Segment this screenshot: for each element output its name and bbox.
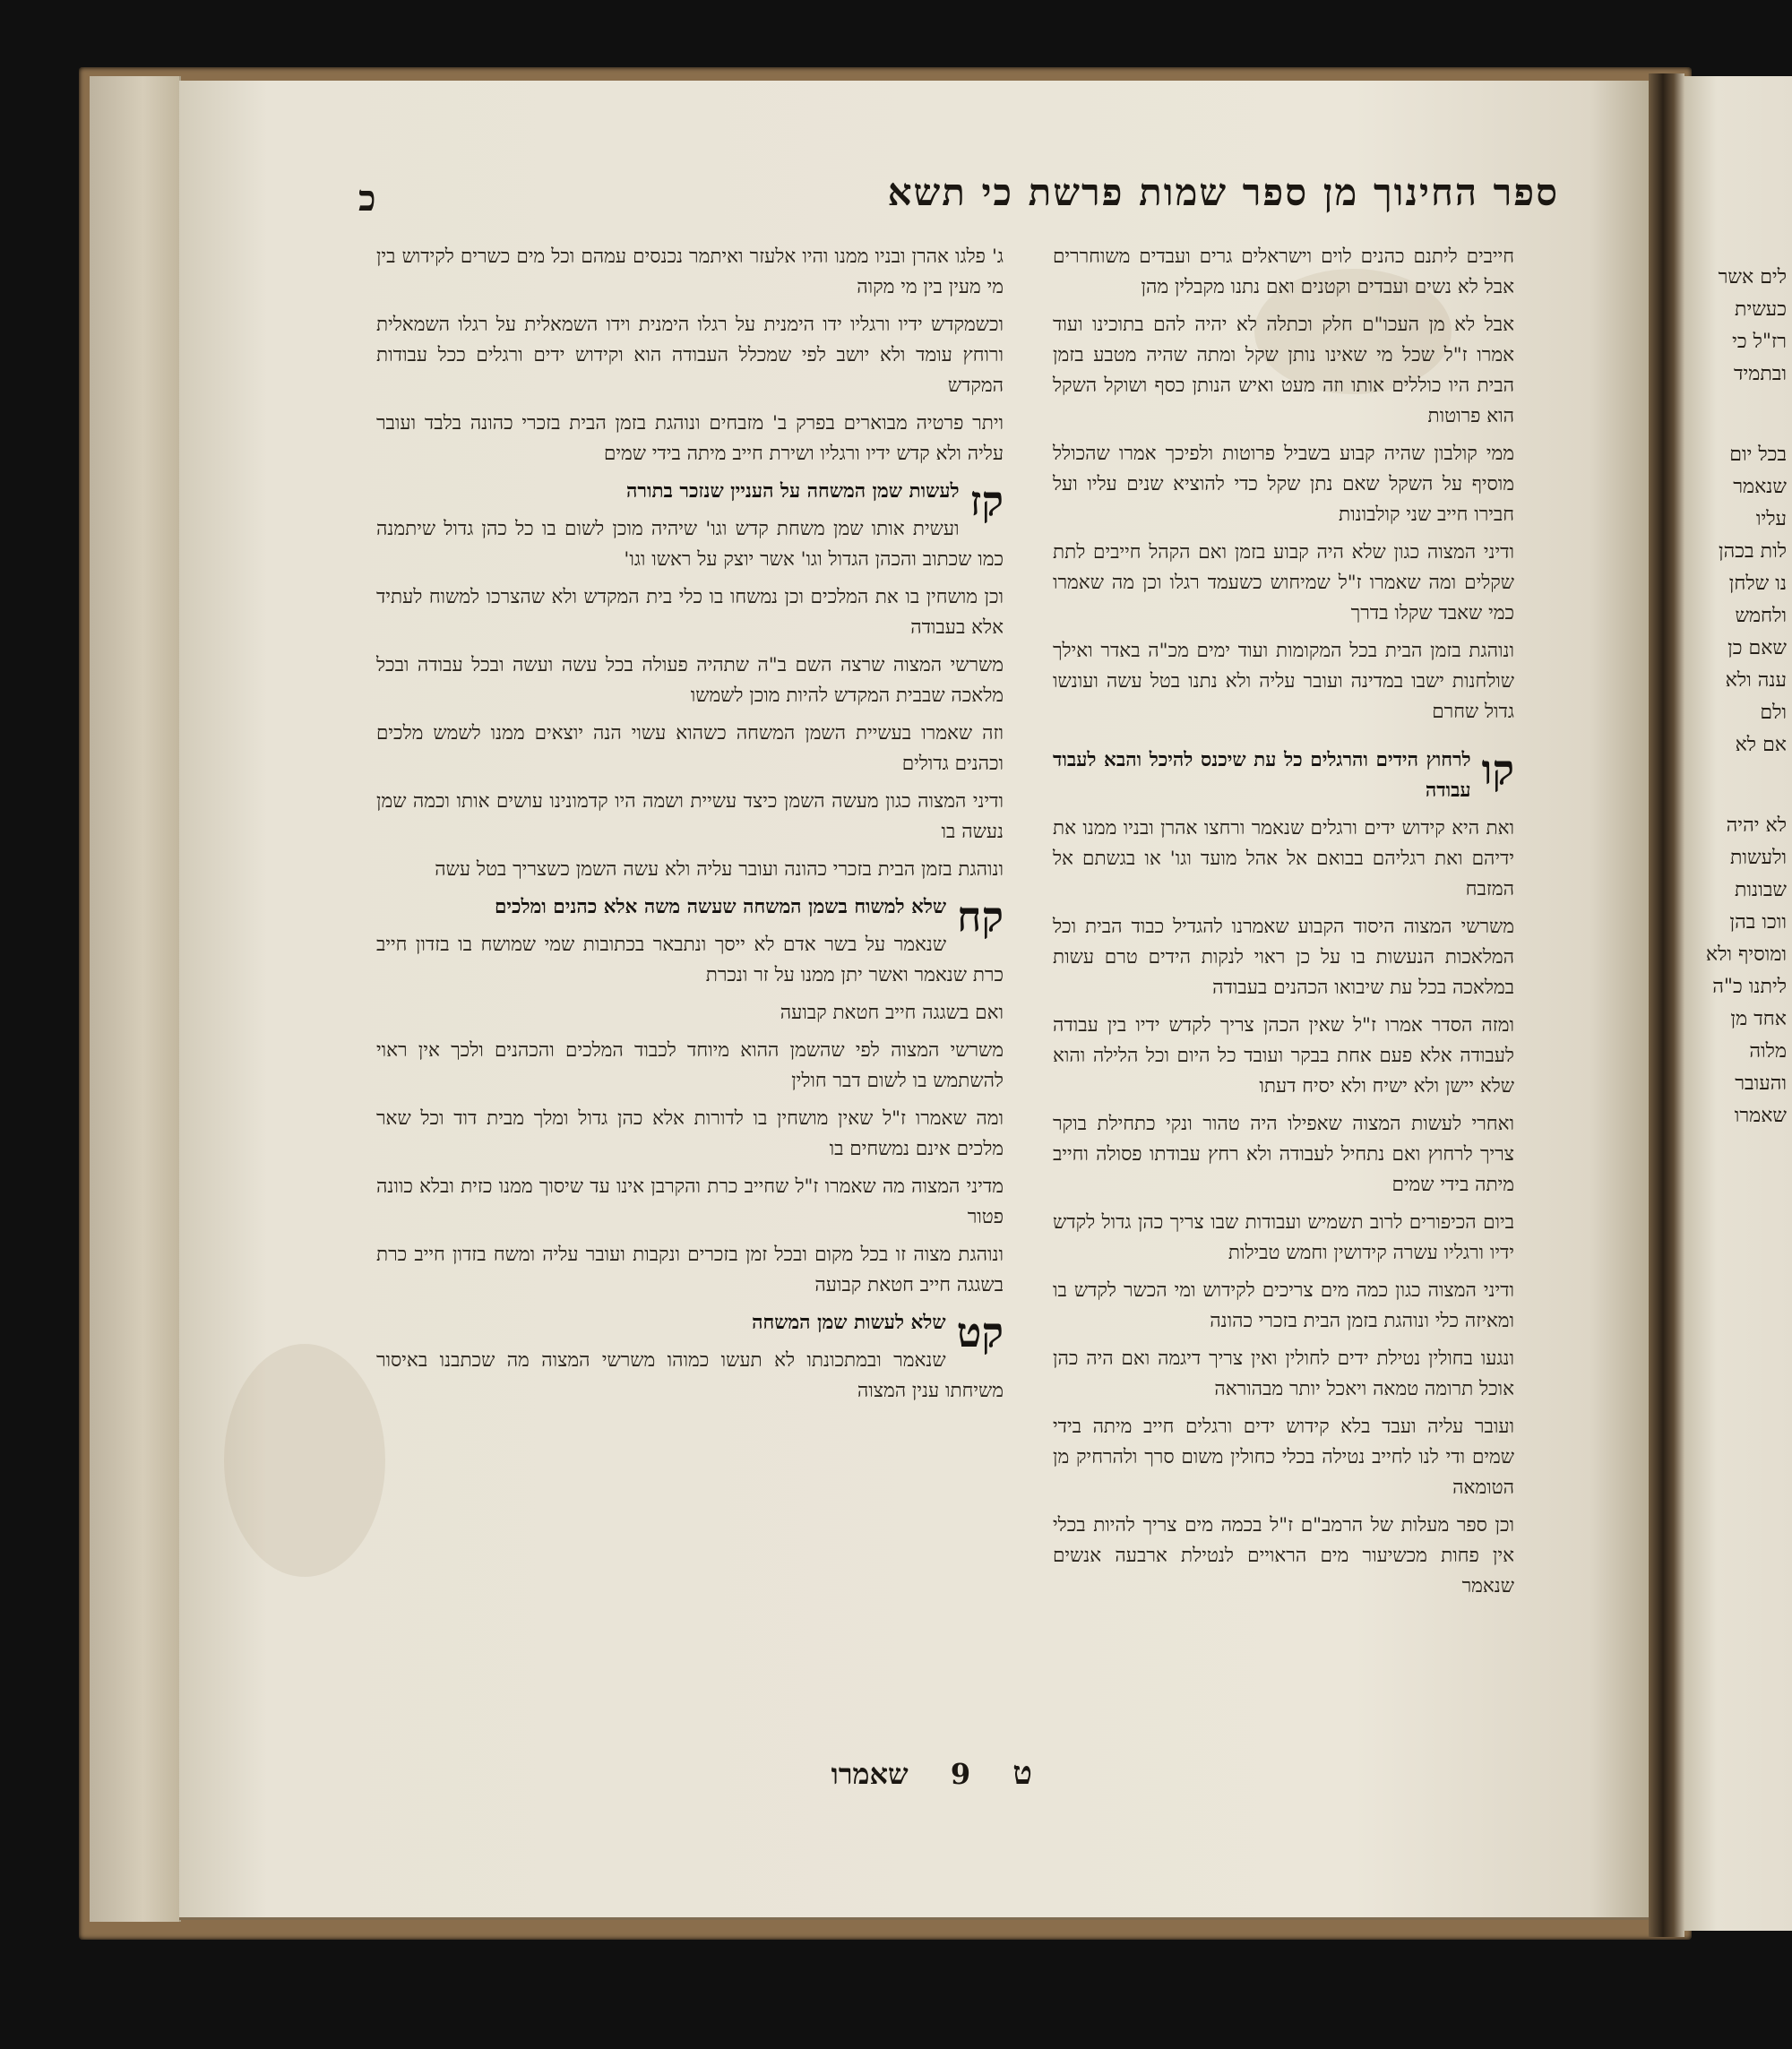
text-line: משרשי המצוה שרצה השם ב"ה שתהיה פעולה בכל עשה ועשה ובכל עבודה ובכל מלאכה שבבית המקדש להיות מוכן לשמשו <box>376 654 1004 707</box>
section-heading: לעשות שמן המשחה על העניין שנזכר בתורה <box>626 480 960 503</box>
text-line: שנאמר ובמתכונתו לא תעשו כמוהו משרשי המצוה מה שכתבנו באיסור משיחתו ענין המצוה <box>376 1349 1004 1402</box>
facing-page-line: ולם <box>1760 702 1787 724</box>
facing-page-line: לים אשר <box>1718 266 1787 288</box>
text-line: משרשי המצוה לפי שהשמן ההוא מיוחד לכבוד המלכים והכהנים ולכך אין ראוי להשתמש בו לשום דבר חולין <box>376 1039 1004 1092</box>
section-heading: שלא למשוח בשמן המשחה שעשה משה אלא כהנים ומלכים <box>494 896 947 918</box>
section-number: קט <box>956 1308 1004 1356</box>
text-line: ונוהגת בזמן הבית בזכרי כהונה ועובר עליה ולא עשה השמן כשצריך בטל עשה <box>435 858 1004 881</box>
book-gutter <box>1649 73 1684 1937</box>
text-line: וכן ספר מעלות של הרמב"ם ז"ל בכמה מים צריך להיות בכלי אין פחות מכשיעור מים הראויים לנטילת ארבעה אנשים שנאמר <box>1053 1514 1514 1597</box>
facing-page-line: אם לא <box>1735 734 1787 756</box>
facing-page-line: שבונות <box>1734 879 1787 901</box>
page-edge-left <box>90 76 181 1922</box>
signature-number: 9 <box>950 1757 971 1791</box>
text-line: ונגעו בחולין נטילת ידים לחולין ואין צריך דיגמה ואם היה כהן אוכל תרומה טמאה ויאכל יותר מבהוראה <box>1053 1347 1514 1400</box>
running-head: ספר החינוך מן ספר שמות פרשת כי תשא <box>887 170 1559 214</box>
facing-page-line: שנאמר <box>1733 476 1787 498</box>
facing-page-line: אחד מן <box>1730 1008 1787 1030</box>
text-line: וכן מושחין בו את המלכים וכן נמשחו בו כלי בית המקדש ולא שהצרכו למשוח לעתיד אלא בעבודה <box>376 586 1004 639</box>
catchword: שאמרו <box>831 1757 909 1791</box>
facing-page-line: בכל יום <box>1729 443 1787 466</box>
text-column-left <box>376 242 1004 1414</box>
text-line: ביום הכיפורים לרוב תשמיש ועבודות שבו צריך כהן גדול לקדש ידיו ורגליו עשרה קידושין וחמש טבילות <box>1053 1211 1514 1264</box>
facing-page-line: רז"ל כי <box>1732 331 1787 353</box>
text-line: ג' פלגו אהרן ובניו ממנו והיו אלעזר ואיתמר נכנסים עמהם וכל מים כשרים לקידוש בין מי מעין בין מי מקוה <box>376 245 1004 298</box>
text-line: ונוהגת בזמן הבית בכל המקומות ועוד ימים מכ"ה באדר ואילך שולחנות ישבו במדינה ועובר עליה ולא נתנו בטל עשה ועונשו גדול שחרם <box>1053 640 1514 723</box>
text-line: מדיני המצוה מה שאמרו ז"ל שחייב כרת והקרבן אינו עד שיסוך ממנו כזית ובלא כוונה פטור <box>376 1175 1004 1228</box>
facing-page-edge <box>1684 76 1792 1931</box>
text-line: ואת היא קידוש ידים ורגלים שנאמר ורחצו אהרן ובניו ממנו את ידיהם ואת רגליהם בבואם אל אהל מועד וגו' או בגשתם אל המזבח <box>1053 817 1514 900</box>
text-line: חייבים ליתנם כהנים לוים וישראלים גרים ועבדים משוחררים אבל לא נשים ועבדים וקטנים ואם נתנו מקבלין מהן <box>1053 245 1514 298</box>
text-line: ומזה הסדר אמרו ז"ל שאין הכהן צריך לקדש ידיו בין עבודה לעבודה אלא פעם אחת בבקר ועובד כל היום וכל הלילה והוא שלא יישן ולא ישיח ולא יסיח דעתו <box>1053 1014 1514 1098</box>
facing-page-line: ולחמש <box>1735 605 1787 627</box>
facing-page-line: שאם כן <box>1727 637 1787 659</box>
text-line: ממי קולבון שהיה קבוע בשביל פרוטות ולפיכך אמרו שהכולל מוסיף על השקל שאם נתן שקל כדי להוציא שנים עליו ועל חבירו חייב שני קולבונות <box>1053 443 1514 526</box>
text-line: שנאמר על בשר אדם לא ייסך ונתבאר בכתובות שמי שמושח בו בזדון חייב כרת שנאמר ואשר יתן ממנו על זר ונכרת <box>376 934 1004 986</box>
text-line: וכשמקדש ידיו ורגליו ידו הימנית על רגלו הימנית וידו השמאלית על רגלו השמאלית ורוחץ עומד ולא יושב לפי שמכלל העבודה הוא וקידוש ידים ורגלים ככל עבודות המקדש <box>376 314 1004 397</box>
facing-page-line: לא יהיה <box>1726 814 1787 837</box>
text-line: ועשית אותו שמן משחת קדש וגו' שיהיה מוכן לשום בו כל כהן גדול שיתמנה כמו שכתוב והכהן הגדול וגו' אשר יוצק על ראשו וגו' <box>376 518 1004 571</box>
paper-stain <box>224 1344 385 1577</box>
facing-page-line: שאמרו <box>1734 1105 1787 1127</box>
text-line: ודיני המצוה כגון מעשה השמן כיצד עשיית ושמה היו קדמונינו עושים אותו וכמה שמן נעשה בו <box>376 790 1004 843</box>
facing-page-text <box>1686 264 1787 1135</box>
text-line: אבל לא מן העכו"ם חלק וכתלה לא יהיה להם בתוכינו ועוד אמרו ז"ל שכל מי שאינו נותן שקל ומתה שהיה מטבע בזמן הבית היו כוללים אותו וזה מעט ואיש הנותן כסף ושוקל השקל הוא פרוטות <box>1053 314 1514 427</box>
catchword-line <box>582 1754 1048 1792</box>
text-line: וזה שאמרו בעשיית השמן המשחה כשהוא עשוי הנה יוצאים ממנו לשמש מלכים וכהנים גדולים <box>376 722 1004 775</box>
facing-page-line: עליו <box>1755 508 1787 530</box>
facing-page-line: ליתנו כ"ה <box>1712 976 1787 998</box>
facing-page-line: ובתמיד <box>1733 363 1787 385</box>
section-number: קז <box>969 477 1004 525</box>
section-number: קו <box>1481 745 1514 794</box>
section-heading: שלא לעשות שמן המשחה <box>752 1312 946 1334</box>
text-line: ויתר פרטיה מבוארים בפרק ב' מזבחים ונוהגת בזמן הבית בזכרי כהונה בלבד ועובר עליה ולא קדש ידיו ורגליו ושירת חייב מיתה בידי שמים <box>376 412 1004 465</box>
facing-page-line: ומוסיף ולא <box>1705 943 1787 966</box>
text-line: ומה שאמרו ז"ל שאין מושחין בו לדורות אלא כהן גדול ומלך מבית דוד וכל שאר מלכים אינם נמשחים בו <box>376 1107 1004 1160</box>
text-line: ואם בשגגה חייב חטאת קבועה <box>780 1002 1004 1024</box>
facing-page-line: והעובר <box>1735 1072 1787 1095</box>
facing-page-line: מלוה <box>1749 1040 1787 1063</box>
signature-mark: ט <box>1012 1754 1032 1792</box>
section-number: קח <box>957 892 1004 941</box>
text-line: ועובר עליה ועבד בלא קידוש ידים ורגלים חייב מיתה בידי שמים ודי לנו לחייב נטילה בכלי כחולין משום סרך ולהרחיק מן הטומאה <box>1053 1416 1514 1499</box>
facing-page-line: ענה ולא <box>1725 669 1787 692</box>
text-line: ודיני המצוה כגון כמה מים צריכים לקידוש ומי הכשר לקדש בו ומאיזה כלי ונוהגת בזמן הבית בזכרי כהונה <box>1053 1279 1514 1332</box>
page-header <box>358 170 1559 224</box>
facing-page-line: לות בכהן <box>1719 540 1787 563</box>
folio-number: כ <box>358 177 376 220</box>
text-line: משרשי המצוה היסוד הקבוע שאמרנו להגדיל כבוד הבית וכל המלאכות הנעשות בו על כן ראוי לנקות הידים טרם עשות במלאכה בכל עת שיבואו הכהנים בעבודה <box>1053 916 1514 999</box>
text-line: ונוהגת מצוה זו בכל מקום ובכל זמן בזכרים ונקבות ועובר עליה ומשח בזדון חייב כרת בשגגה חייב חטאת קבועה <box>376 1244 1004 1296</box>
facing-page-line: כעשית <box>1735 298 1787 321</box>
text-line: ואחרי לעשות המצוה שאפילו היה טהור ונקי כתחילת בוקר צריך לרחוץ ואם נתחיל לעבודה ולא רחץ עבודתו פסולה וחייב מיתה בידי שמים <box>1053 1113 1514 1196</box>
text-column-right <box>1053 242 1514 1609</box>
facing-page-line: ולעשות <box>1730 847 1787 869</box>
section-heading: לרחוץ הידים והרגלים כל עת שיכנס להיכל והבא לעבוד עבודה <box>1053 749 1471 802</box>
facing-page-line: ווכו בהן <box>1729 911 1787 934</box>
text-line: ודיני המצוה כגון שלא היה קבוע בזמן ואם הקהל חייבים לתת שקלים ומה שאמרו ז"ל שמיחוש כשעמד רגלו וכן מה שאמרו כמי שאבד שקלו בדרך <box>1053 541 1514 624</box>
facing-page-line: נו שלחן <box>1728 573 1787 595</box>
